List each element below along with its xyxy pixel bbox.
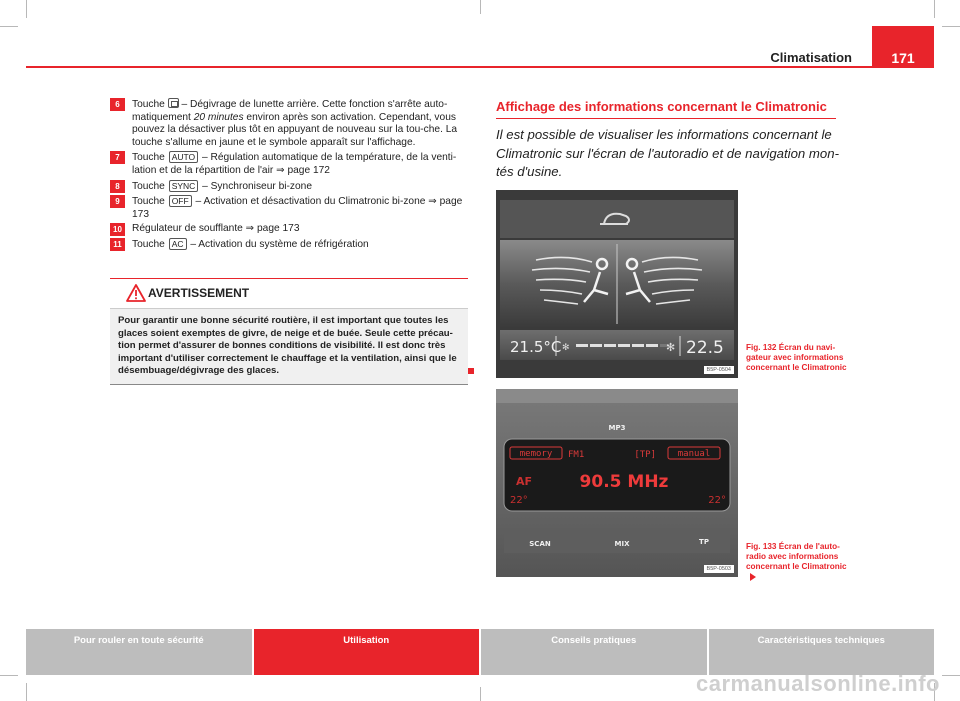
warning-text: Pour garantir une bonne sécurité routière, il est important que toutes les glaces soient exemptes de givre, de neige et de buée. Seule cette précau-tion permet d'assurer de bonnes conditions de visibilité. Il est donc très important d'utiliser correctement le chauffage et la ventilation, ainsi que le désembuage/dégivrage des glaces. — [118, 315, 457, 377]
watermark: carmanualsonline.info — [696, 671, 940, 696]
temp-right-readout: 22.5 — [686, 338, 724, 358]
off-key: OFF — [169, 195, 192, 207]
temp-left-readout: 22° — [510, 495, 528, 506]
list-item: 7 Touche AUTO – Régulation automatique de la température, de la venti-lation et de la répartition de l'air ⇒ page 172 — [110, 151, 470, 177]
list-item: 6 Touche – Dégivrage de lunette arrière. Cette fonction s'arrête auto-matiquement 20 minutes environ après son activation. Cependant, vous pouvez la désactiver plus tôt en appuyant de nouveau sur la tou-che. La touche s'allume en jaune et le symbole apparaît sur l'affichage. — [110, 98, 470, 149]
list-item: 9 Touche OFF – Activation et désactivation du Climatronic bi-zone ⇒ page 173 — [110, 195, 470, 221]
radio-display-illustration — [496, 389, 738, 577]
figure-code: B5P-0503 — [704, 565, 734, 573]
fan-level-segment — [632, 344, 644, 347]
crop-mark — [26, 0, 27, 18]
auto-key: AUTO — [169, 151, 198, 163]
af-indicator: AF — [516, 475, 533, 488]
section-heading: Affichage des informations concernant le Climatronic — [496, 99, 827, 114]
climatronic-display-illustration — [496, 190, 738, 378]
fan-level-segment — [590, 344, 602, 347]
figure-caption: Fig. 133 Écran de l'auto-radio avec informations concernant le Climatronic — [746, 542, 856, 583]
list-item: 11 Touche AC – Activation du système de réfrigération — [110, 238, 470, 252]
crop-mark — [942, 26, 960, 27]
footer-tab-technical-data[interactable]: Caractéristiques techniques — [709, 629, 935, 675]
legend-list — [110, 98, 470, 254]
crop-mark — [0, 26, 18, 27]
warning-header — [110, 279, 468, 309]
mix-button-label: MIX — [614, 540, 630, 548]
warning-box — [110, 278, 468, 385]
fan-level-segment — [618, 344, 630, 347]
ac-key: AC — [169, 238, 187, 250]
page-number-box — [872, 26, 934, 68]
figure-navigation-screen — [496, 190, 738, 378]
sync-key: SYNC — [169, 180, 199, 192]
item-number: 10 — [110, 223, 125, 236]
warning-triangle-icon — [126, 284, 146, 302]
footer-tab-operation[interactable]: Utilisation — [254, 629, 482, 675]
fan-level-segment — [646, 344, 658, 347]
band-label: FM1 — [568, 450, 585, 460]
fan-level-segment — [604, 344, 616, 347]
section-title: Climatisation — [770, 50, 852, 65]
item-number: 11 — [110, 238, 125, 251]
crop-mark — [480, 0, 481, 14]
list-item: 8 Touche SYNC – Synchroniseur bi-zone — [110, 180, 470, 194]
figure-code: B5P-0504 — [704, 366, 734, 374]
fan-high-icon: ✻ — [666, 341, 676, 354]
item-number: 9 — [110, 195, 125, 208]
temp-right-readout: 22° — [708, 495, 726, 506]
footer-tab-safety[interactable]: Pour rouler en toute sécurité — [26, 629, 254, 675]
crop-mark — [26, 683, 27, 701]
tp-button-label: TP — [699, 538, 709, 546]
tp-indicator: [TP] — [634, 450, 656, 460]
footer-tab-practical-tips[interactable]: Conseils pratiques — [481, 629, 709, 675]
crop-mark — [0, 675, 18, 676]
item-number: 7 — [110, 151, 125, 164]
fan-level-bar — [576, 344, 672, 347]
crop-mark — [480, 687, 481, 701]
continue-arrow-icon — [750, 573, 756, 581]
item-number: 6 — [110, 98, 125, 111]
header-rule — [26, 66, 934, 68]
figure-radio-screen — [496, 389, 738, 577]
frequency-readout: 90.5 MHz — [579, 472, 669, 492]
item-number: 8 — [110, 180, 125, 193]
fan-level-segment — [576, 344, 588, 347]
section-end-mark — [468, 368, 474, 374]
memory-softkey: memory — [519, 449, 553, 459]
crop-mark — [942, 675, 960, 676]
footer-nav — [26, 629, 934, 675]
crop-mark — [934, 0, 935, 18]
manual-softkey: manual — [677, 449, 711, 459]
heading-rule — [496, 118, 836, 119]
source-label: MP3 — [608, 424, 626, 432]
list-item: 10 Régulateur de soufflante ⇒ page 173 — [110, 223, 470, 236]
scan-button-label: SCAN — [529, 540, 551, 548]
figure-caption: Fig. 132 Écran du navi-gateur avec informations concernant le Climatronic — [746, 343, 847, 373]
temp-left-readout: 21.5°C — [510, 338, 562, 356]
rear-defrost-icon — [168, 98, 179, 108]
intro-paragraph: Il est possible de visualiser les informations concernant le Climatronic sur l'écran de l'autoradio et de navigation mon-tés d'usine. — [496, 127, 839, 179]
warning-title: AVERTISSEMENT — [148, 286, 250, 300]
page-number: 171 — [891, 50, 915, 66]
fan-low-icon: ✻ — [562, 343, 570, 353]
